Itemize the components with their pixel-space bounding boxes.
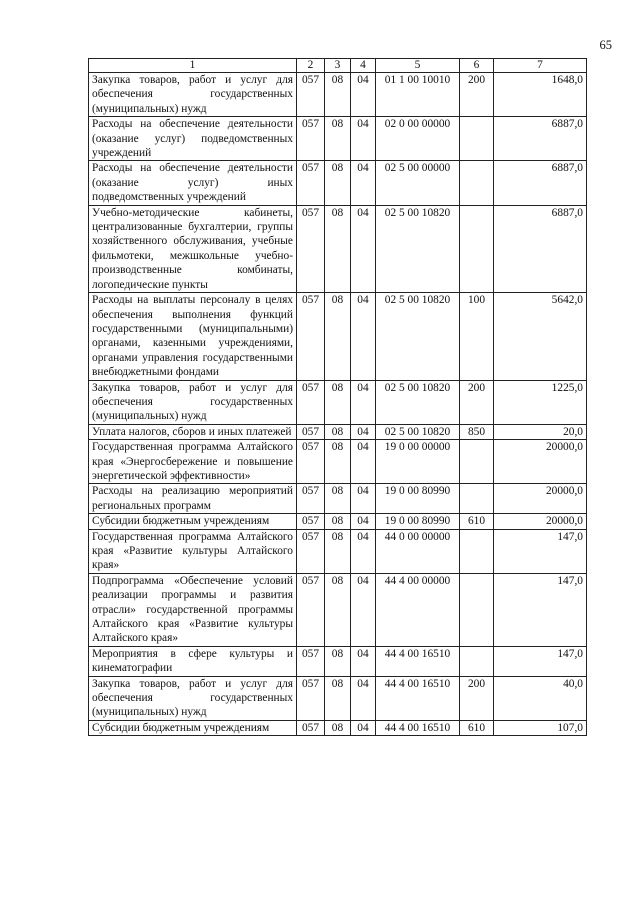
expense-type-code [460, 161, 494, 205]
section-code: 08 [325, 205, 351, 292]
ministry-code: 057 [297, 205, 325, 292]
section-code: 08 [325, 484, 351, 514]
section-code: 08 [325, 424, 351, 439]
table-row [89, 484, 587, 514]
column-number: 5 [376, 59, 460, 73]
target-article-code: 01 1 00 10010 [376, 73, 460, 117]
subsection-code: 04 [351, 676, 376, 720]
expense-type-code: 850 [460, 424, 494, 439]
table-row [89, 424, 587, 439]
target-article-code: 44 4 00 16510 [376, 676, 460, 720]
ministry-code: 057 [297, 484, 325, 514]
table-row [89, 676, 587, 720]
target-article-code: 44 4 00 16510 [376, 720, 460, 735]
subsection-code: 04 [351, 293, 376, 380]
ministry-code: 057 [297, 514, 325, 529]
table-row [89, 646, 587, 676]
section-code: 08 [325, 676, 351, 720]
ministry-code: 057 [297, 573, 325, 646]
section-code: 08 [325, 529, 351, 573]
row-name: Государственная программа Алтайского края «Энергосбережение и повышение энергетической эффективности» [89, 440, 297, 484]
amount: 1225,0 [494, 380, 587, 424]
section-code: 08 [325, 514, 351, 529]
expense-type-code: 610 [460, 720, 494, 735]
amount: 40,0 [494, 676, 587, 720]
subsection-code: 04 [351, 73, 376, 117]
row-name: Субсидии бюджетным учреждениям [89, 720, 297, 735]
table-row [89, 440, 587, 484]
ministry-code: 057 [297, 424, 325, 439]
amount: 1648,0 [494, 73, 587, 117]
table-row [89, 514, 587, 529]
ministry-code: 057 [297, 646, 325, 676]
section-code: 08 [325, 440, 351, 484]
ministry-code: 057 [297, 161, 325, 205]
table-row [89, 720, 587, 735]
target-article-code: 02 5 00 10820 [376, 424, 460, 439]
section-code: 08 [325, 161, 351, 205]
ministry-code: 057 [297, 117, 325, 161]
column-number: 4 [351, 59, 376, 73]
table-row [89, 205, 587, 292]
row-name: Закупка товаров, работ и услуг для обеспечения государственных (муниципальных) нужд [89, 676, 297, 720]
amount: 5642,0 [494, 293, 587, 380]
section-code: 08 [325, 73, 351, 117]
ministry-code: 057 [297, 720, 325, 735]
column-number: 7 [494, 59, 587, 73]
row-name: Государственная программа Алтайского края «Развитие культуры Алтайского края» [89, 529, 297, 573]
table-row [89, 293, 587, 380]
target-article-code: 02 5 00 00000 [376, 161, 460, 205]
amount: 147,0 [494, 646, 587, 676]
section-code: 08 [325, 646, 351, 676]
table-row [89, 161, 587, 205]
column-number: 1 [89, 59, 297, 73]
row-name: Закупка товаров, работ и услуг для обеспечения государственных (муниципальных) нужд [89, 73, 297, 117]
expense-type-code: 200 [460, 676, 494, 720]
amount: 6887,0 [494, 205, 587, 292]
page-number: 65 [599, 38, 612, 52]
budget-table [88, 58, 587, 736]
column-number-row [89, 59, 587, 73]
expense-type-code [460, 117, 494, 161]
table-row [89, 529, 587, 573]
table-row [89, 73, 587, 117]
amount: 6887,0 [494, 117, 587, 161]
amount: 147,0 [494, 573, 587, 646]
row-name: Расходы на выплаты персоналу в целях обеспечения выполнения функций государственными (муниципальными) органами, казенными учреждениями, органами управления государственными внебюджетными фондами [89, 293, 297, 380]
expense-type-code [460, 205, 494, 292]
amount: 107,0 [494, 720, 587, 735]
subsection-code: 04 [351, 720, 376, 735]
expense-type-code [460, 484, 494, 514]
subsection-code: 04 [351, 161, 376, 205]
amount: 20000,0 [494, 440, 587, 484]
expense-type-code: 100 [460, 293, 494, 380]
ministry-code: 057 [297, 529, 325, 573]
expense-type-code [460, 573, 494, 646]
expense-type-code: 200 [460, 380, 494, 424]
section-code: 08 [325, 117, 351, 161]
table-row [89, 573, 587, 646]
expense-type-code [460, 529, 494, 573]
target-article-code: 19 0 00 00000 [376, 440, 460, 484]
amount: 6887,0 [494, 161, 587, 205]
expense-type-code: 610 [460, 514, 494, 529]
subsection-code: 04 [351, 424, 376, 439]
expense-type-code [460, 646, 494, 676]
row-name: Мероприятия в сфере культуры и кинематографии [89, 646, 297, 676]
amount: 20000,0 [494, 484, 587, 514]
section-code: 08 [325, 573, 351, 646]
expense-type-code [460, 440, 494, 484]
ministry-code: 057 [297, 440, 325, 484]
target-article-code: 44 4 00 16510 [376, 646, 460, 676]
expense-type-code: 200 [460, 73, 494, 117]
table-row [89, 380, 587, 424]
subsection-code: 04 [351, 205, 376, 292]
subsection-code: 04 [351, 484, 376, 514]
row-name: Закупка товаров, работ и услуг для обеспечения государственных (муниципальных) нужд [89, 380, 297, 424]
row-name: Учебно-методические кабинеты, централизованные бухгалтерии, группы хозяйственного обслуживания, учебные фильмотеки, межшкольные учебно-производственные комбинаты, логопедические пункты [89, 205, 297, 292]
target-article-code: 44 4 00 00000 [376, 573, 460, 646]
row-name: Уплата налогов, сборов и иных платежей [89, 424, 297, 439]
row-name: Субсидии бюджетным учреждениям [89, 514, 297, 529]
section-code: 08 [325, 380, 351, 424]
ministry-code: 057 [297, 380, 325, 424]
target-article-code: 02 5 00 10820 [376, 205, 460, 292]
row-name: Расходы на обеспечение деятельности (оказание услуг) подведомственных учреждений [89, 117, 297, 161]
subsection-code: 04 [351, 514, 376, 529]
amount: 20,0 [494, 424, 587, 439]
subsection-code: 04 [351, 646, 376, 676]
ministry-code: 057 [297, 73, 325, 117]
row-name: Расходы на обеспечение деятельности (оказание услуг) иных подведомственных учреждений [89, 161, 297, 205]
target-article-code: 19 0 00 80990 [376, 484, 460, 514]
column-number: 3 [325, 59, 351, 73]
row-name: Расходы на реализацию мероприятий региональных программ [89, 484, 297, 514]
target-article-code: 02 5 00 10820 [376, 293, 460, 380]
budget-table-body [89, 59, 587, 736]
column-number: 2 [297, 59, 325, 73]
subsection-code: 04 [351, 380, 376, 424]
amount: 147,0 [494, 529, 587, 573]
column-number: 6 [460, 59, 494, 73]
target-article-code: 02 0 00 00000 [376, 117, 460, 161]
row-name: Подпрограмма «Обеспечение условий реализации программы и развития отрасли» государственной программы Алтайского края «Развитие культуры Алтайского края» [89, 573, 297, 646]
ministry-code: 057 [297, 676, 325, 720]
table-row [89, 117, 587, 161]
ministry-code: 057 [297, 293, 325, 380]
target-article-code: 02 5 00 10820 [376, 380, 460, 424]
subsection-code: 04 [351, 573, 376, 646]
subsection-code: 04 [351, 529, 376, 573]
target-article-code: 19 0 00 80990 [376, 514, 460, 529]
amount: 20000,0 [494, 514, 587, 529]
subsection-code: 04 [351, 117, 376, 161]
section-code: 08 [325, 720, 351, 735]
subsection-code: 04 [351, 440, 376, 484]
target-article-code: 44 0 00 00000 [376, 529, 460, 573]
section-code: 08 [325, 293, 351, 380]
